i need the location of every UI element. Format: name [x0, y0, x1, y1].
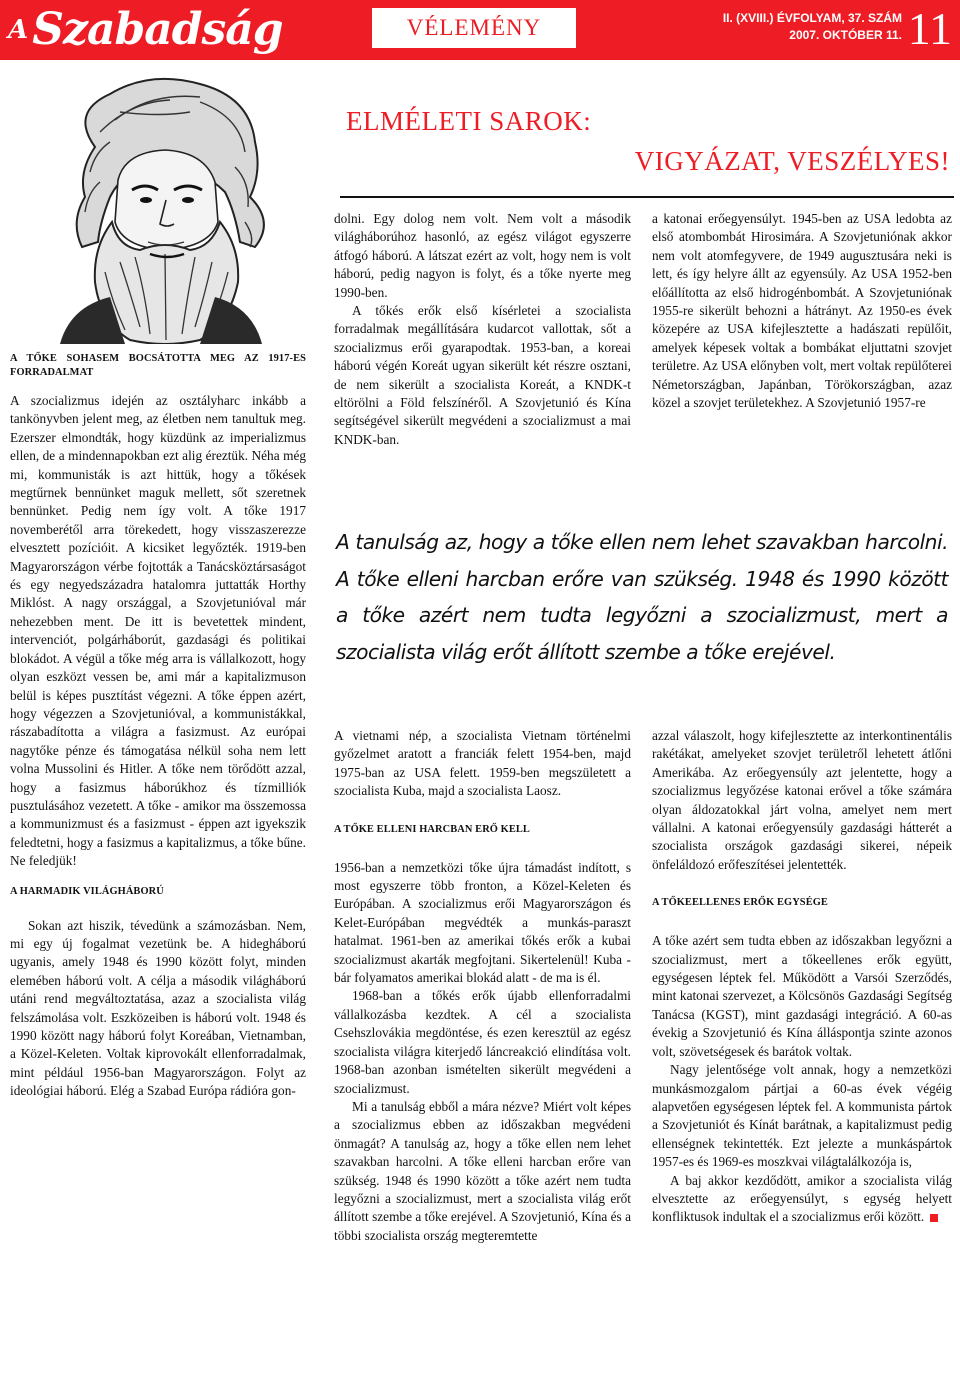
pull-quote: A tanulság az, hogy a tőke ellen nem lehet szavakban harcolni. A tőke elleni harcban erőre van szükség. 1948 és 1990 között a tőke azért nem tudta legyőzni a szocializmust, mert a szocialista világ erőt állított szembe a tőke erejével.	[336, 530, 948, 664]
paragraph: Nagy jelentősége volt annak, hogy a nemzetközi munkásmozgalom pártjai a 60-as évek végéig alapvetően egységesen léptek fel. A kommunista pártok a Szovjetuniót és Kínát barátnak, a kapitalizmust pedig ellenségnek tekintették. Ezt jelezte a munkáspártok 1957-es és 1969-es moszkvai világtalálkozója is,	[652, 1062, 952, 1170]
paragraph: 1968-ban a tőkés erők újabb ellenforradalmi vállalkozásba kezdtek. A cél a szocialista Csehszlovákia megdöntése, és ezen keresztül az egész szocialista világra kiterjedő láncreakció elindítása volt. 1968-ban azonban ismételten sikerült megvédeni a szocializmust.	[334, 988, 631, 1096]
paragraph-text: A baj akkor kezdődött, amikor a szocialista világ elvesztette az erőegyensúlyt, s egység helyett konfliktusok indultak el a szocializmus erői között.	[652, 1172, 952, 1225]
text-column-4	[334, 727, 631, 1245]
subheading: A HARMADIK VILÁGHÁBORÚ	[10, 885, 164, 897]
text-column-1	[10, 352, 306, 1101]
paragraph: dolni. Egy dolog nem volt. Nem volt a második világháborúhoz hasonló, az egész világot egyszerre átfogó háború. A látszat ezért az volt, hogy nem is volt háború, pedig nagyon is folyt, és a tőke nyerte meg 1990-ben.	[334, 211, 631, 300]
paragraph	[652, 1172, 952, 1227]
title-rule	[340, 196, 954, 198]
paragraph: a katonai erőegyensúlyt. 1945-ben az USA ledobta az első atombombát Hirosimára. A Szovjetuniónak akkor nem volt atomfegyvere, de 1949 augusztusára neki is lett, és így helyre állt az egyensúly. Az USA 1952-ben előállította az első hidrogénbombát. A Szovjetuniónak 1955-re sikerült behozni a hátrányt. Az 1950-es évek közepére az USA kifejlesztette a hadászati repülőit, amelyek képesek voltak a bombákat eljuttatni szovjet területre. Az USA előnyben volt, mert voltak repülőterei Németországban, Japánban, Törökországban, azaz közel a szovjet területekhez. A Szovjetunió 1957-re	[652, 211, 952, 411]
text-column-5	[652, 727, 952, 1227]
subheading: A TŐKEELLENES ERŐK EGYSÉGE	[652, 897, 828, 909]
paragraph: A szocializmus idején az osztályharc inkább a tankönyvben jelent meg, az életben nem tanultuk meg. Ezerszer elmondták, hogy küzdünk az imperializmus ellen, de a mindennapokban ezt alig éreztük. Néha még mi, kommunisták is azt hittük, hogy a tőkések megtűrnek bennünket maguk mellett, sőt szeretnek bennünket. Pedig nem így volt. A tőke 1917 novemberétől arra törekedett, hogy visszaszerezze elvesztett pozícióit. A kicsiket legyőzték. 1919-ben Magyarországon vérbe fojtották a Tanácsköztársaságot és egy negyedszázadra hatalomra juttatták Horthy Miklóst. A nagy országgal, a Szovjetunióval már nehezebben ment. De itt is bevetettek mindent, intervenciót, polgárháborút, gazdasági és politikai blokádot. A végül a tőke még arra is vállalkozott, hogy olyan eszközt vessen be, ami már a kapitalizmuson belül is képes pusztítást végezni. A tőke éppen azért, hogy végezzen a Szovjetunióval, a kommunistákkal, rászabadította a világra a fasizmust. Az európai nagytőke pénze és támogatása nélkül soha nem lett volna Mussolini és Hitler. A tőke nem törődött azzal, hogy a fasizmus háborúkhoz és tízmilliók pusztulásához vezetett. A tőke - amikor ma összemossa a kommunizmust és a fasizmust - éppen azt igyekszik feledtetni, hogy a fasizmus a kapitalizmus, a tőke bűne. Ne feledjük!	[10, 393, 306, 869]
paragraph: Mi a tanulság ebből a mára nézve? Miért volt képes a szocializmus ebben az időszakban megvédeni önmagát? A tanulság az, hogy a tőke ellen nem lehet szavakban harcolni. A tőke elleni harcban erőre van szükség. 1948 és 1990 között a tőke azért nem tudta legyőzni a szocializmust, mert a szocialista világ erőt állított szembe a tőke erejével. A Szovjetunió, Kína és a többi szocialista ország megteremtette	[334, 1098, 631, 1243]
paragraph: Sokan azt hiszik, tévedünk a számozásban. Nem, mi egy új fogalmat vezetünk be. A hidegháború ugyanis, amely 1948 és 1990 között folyt, minden elemében háború volt. A célja a második világháború utáni rend megváltoztatása, azaz a szocialista világ felszámolása volt. Eszközeiben is háború volt. 1948 és 1990 között nagy háború folyt Koreában, Vietnamban, a Közel-Keleten. Voltak kiprovokált ellenforradalmak, mint például 1956-ban Magyarországon. Folyt az ideológiai háború. Elég a Szabad Európa rádióra gon-	[10, 917, 306, 1099]
paragraph: A vietnami nép, a szocialista Vietnam történelmi győzelmet aratott a franciák felett 1954-ben, majd 1975-ban az USA felett. 1959-ben megszületett a szocialista Kuba, majd a szocialista Laosz.	[334, 728, 631, 799]
paragraph: azzal válaszolt, hogy kifejlesztette az interkontinentális rakétákat, amelyeket szovjet területről lehetett átlőni Amerikába. Az erőegyensúly azt jelentette, hogy a szocializmus legyőzése katonai erővel a tőke számára olyan áldozatokkal járt volna, amelyet nem mert vállalni. A katonai erőegyensúly gazdasági hátterét a szocialista országok gazdasági sikerei, népeik önfeláldozó erőfeszítései jelentették.	[652, 728, 952, 872]
issue-info	[723, 10, 902, 44]
paragraph: A tőke azért sem tudta ebben az időszakban legyőzni a szocializmust, mert a tőkeellenes erők együtt, egységesen léptek fel. Működött a Varsói Szerződés, mint katonai szervezet, a Kölcsönös Gazdasági Segítség Tanácsa (KGST), mint gazdasági integráció. A 60-as évekig a Szovjetunió és Kína álláspontja szinte azonos volt, szövetségesek és barátok voltak.	[652, 933, 952, 1059]
newspaper-logo	[8, 4, 283, 55]
section-rubric: VÉLEMÉNY	[372, 8, 576, 48]
issue-line: II. (XVIII.) ÉVFOLYAM, 37. SZÁM	[722, 11, 902, 25]
end-of-article-mark	[930, 1214, 938, 1222]
portrait-illustration	[0, 72, 322, 344]
subheading: A TŐKE ELLENI HARCBAN ERŐ KELL	[334, 823, 530, 835]
logo-name: Szabadság	[32, 4, 283, 55]
subheading: A TŐKE SOHASEM BOCSÁTOTTA MEG AZ 1917-ES FORRADALMAT	[10, 353, 306, 378]
page-number: 11	[907, 3, 952, 54]
article-title-line1: ELMÉLETI SAROK:	[346, 106, 592, 136]
logo-article: A	[8, 15, 29, 45]
masthead-bar	[0, 0, 960, 60]
article-title-line2: VIGYÁZAT, VESZÉLYES!	[634, 146, 950, 176]
text-column-3	[652, 210, 952, 412]
text-column-2	[334, 210, 631, 449]
date-line: 2007. OKTÓBER 11.	[789, 28, 902, 42]
paragraph: A tőkés erők első kísérletei a szocialista forradalmak megállítására kudarcot vallottak, sőt a szocializmus erői gyarapodtak. 1953-ban, a koreai háború végén Koreát ugyan sikerült két részre osztani, de nem sikerült a szocialista Koreát, a KNDK-t eltörölni a Föld felszínéről. A Szovjetunió és Kína segítségével sikerült megvédeni a szocializmust a mai KNDK-ban.	[334, 303, 631, 447]
paragraph: 1956-ban a nemzetközi tőke újra támadást indított, s most egyszerre több fronton, a Közel-Keleten és Európában. A szocializmus erői Magyarországon és Kelet-Európában megvédték a munkás-paraszt hatalmat. 1961-ben az amerikai tőkés erők a kubai szocializmust akarták megfojtani. Sikertelenül! Kuba - bár folyamatos amerikai blokád alatt - de ma is él.	[334, 859, 631, 986]
